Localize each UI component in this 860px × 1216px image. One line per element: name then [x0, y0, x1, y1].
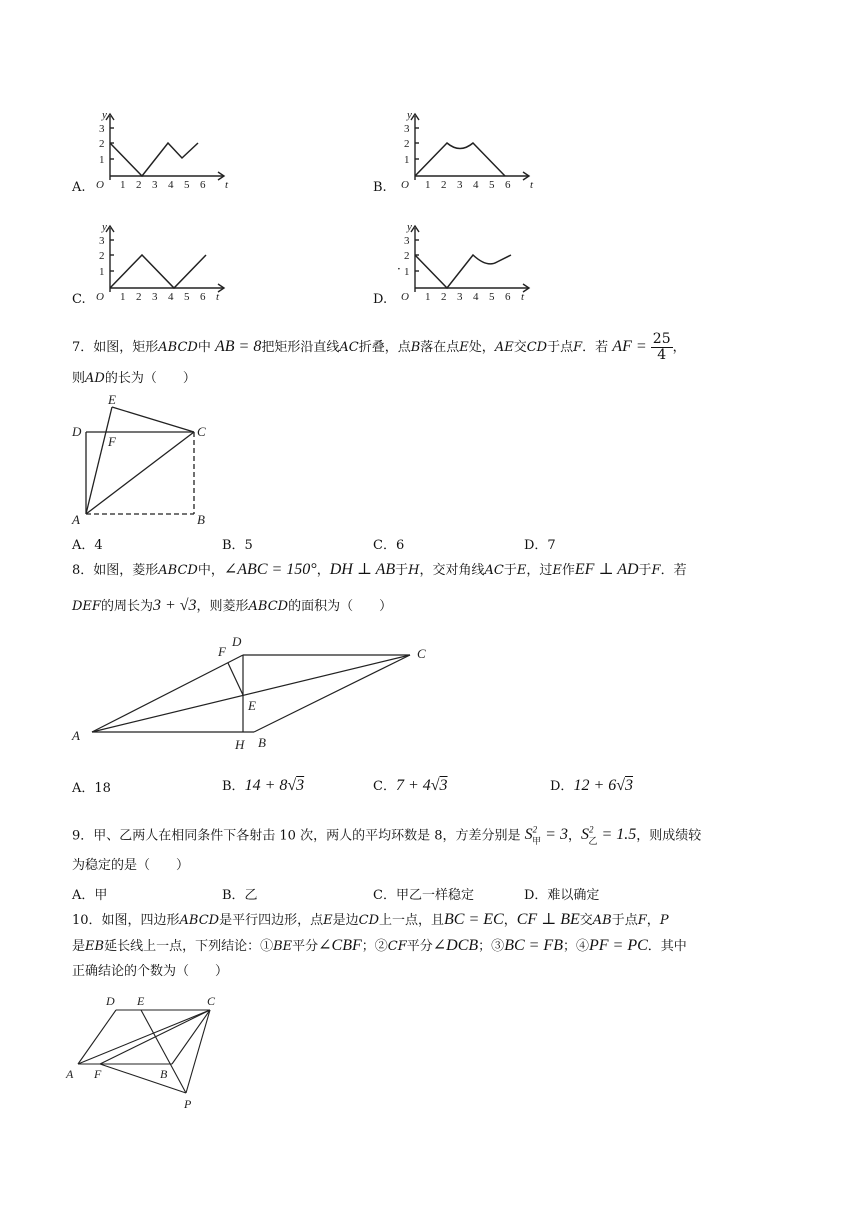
- segment-cp: [186, 1010, 210, 1093]
- q8-line1: 8．如图，菱形ABCD中，∠ABC = 150°，DH ⊥ AB于H，交对角线AC于E，过E作EF ⊥ AD于F．若: [72, 561, 687, 578]
- q10-line3: 正确结论的个数为（ ）: [72, 964, 229, 979]
- svg-text:B: B: [258, 735, 266, 750]
- side-bc: [254, 655, 410, 732]
- variance-jia: $S^2_甲 = 3$: [524, 825, 568, 846]
- svg-text:5: 5: [184, 291, 190, 303]
- ytick: 2: [99, 138, 105, 150]
- svg-text:C: C: [207, 994, 216, 1008]
- q6-graph-a: [92, 108, 232, 194]
- q6-graph-b: [397, 108, 537, 194]
- xtick: 5: [184, 179, 190, 191]
- q6-option-b-label: B.: [373, 180, 387, 195]
- svg-text:E: E: [248, 698, 256, 713]
- svg-text:E: E: [137, 994, 145, 1008]
- svg-text:O: O: [96, 291, 104, 303]
- svg-text:2: 2: [136, 291, 142, 303]
- svg-text:3: 3: [404, 123, 410, 135]
- origin-label: O: [96, 179, 104, 191]
- svg-text:2: 2: [404, 250, 410, 262]
- svg-text:A: A: [72, 728, 80, 743]
- svg-text:H: H: [235, 737, 245, 752]
- svg-text:F: F: [94, 1067, 102, 1081]
- q9-line2: 为稳定的是（ ）: [72, 858, 190, 873]
- graph-line: [415, 255, 511, 288]
- svg-text:5: 5: [489, 291, 495, 303]
- svg-text:3: 3: [99, 235, 105, 247]
- q8-option-b: B．14 + 8√3: [222, 777, 305, 794]
- svg-text:1: 1: [425, 291, 431, 303]
- svg-text:O: O: [401, 291, 409, 303]
- q7-line1: 7．如图，矩形ABCD中 AB = 8把矩形沿直线AC折叠，点B落在点E处，AE交CD于点F．若 AF = $\frac{25}{4}$ ，: [72, 331, 686, 363]
- segment-ef: [228, 663, 243, 695]
- svg-text:D: D: [106, 994, 115, 1008]
- q7-line2: 则AD的长为（ ）: [72, 371, 196, 386]
- stray-dot: ·: [397, 262, 401, 276]
- svg-text:t: t: [216, 291, 220, 303]
- line-ec: [112, 407, 194, 432]
- svg-text:1: 1: [425, 179, 431, 191]
- svg-text:B: B: [197, 512, 205, 527]
- svg-text:D: D: [72, 424, 82, 439]
- svg-text:6: 6: [505, 291, 511, 303]
- svg-text:3: 3: [457, 291, 463, 303]
- q9-option-c: C．甲乙一样稳定: [373, 888, 474, 903]
- svg-text:3: 3: [152, 291, 158, 303]
- q10-figure: [64, 990, 234, 1120]
- svg-text:5: 5: [489, 179, 495, 191]
- svg-text:6: 6: [505, 179, 511, 191]
- ytick: 3: [99, 123, 105, 135]
- svg-text:D: D: [232, 634, 242, 649]
- svg-text:F: F: [108, 434, 116, 449]
- y-label: y: [102, 109, 107, 121]
- svg-text:F: F: [218, 644, 226, 659]
- q7-figure: [68, 392, 218, 528]
- q9-line1: 9．甲、乙两人在相同条件下各射击 10 次，两人的平均环数是 8，方差分别是 $S^2_甲 = 3$，$S^2_乙 = 1.5$，则成绩较: [72, 825, 702, 846]
- svg-text:1: 1: [99, 266, 105, 278]
- xtick: 3: [152, 179, 158, 191]
- svg-text:C: C: [417, 646, 426, 661]
- graph-line: [415, 143, 505, 176]
- svg-text:2: 2: [441, 291, 447, 303]
- side-ad: [92, 655, 243, 732]
- x-label: t: [225, 179, 229, 191]
- xtick: 2: [136, 179, 142, 191]
- q6-option-a-label: A.: [72, 180, 86, 195]
- svg-text:O: O: [401, 179, 409, 191]
- svg-text:1: 1: [404, 266, 410, 278]
- svg-text:4: 4: [473, 179, 479, 191]
- svg-text:y: y: [407, 109, 412, 121]
- segment-fc: [100, 1010, 210, 1064]
- svg-text:6: 6: [200, 291, 206, 303]
- q7-option-c: C．6: [373, 538, 405, 553]
- svg-text:y: y: [102, 221, 107, 233]
- q6-option-d-label: D.: [373, 292, 388, 307]
- q7-fraction: $\frac{25}{4}$: [652, 331, 671, 363]
- svg-text:B: B: [160, 1067, 168, 1081]
- svg-text:3: 3: [404, 235, 410, 247]
- graph-line: [110, 143, 198, 176]
- svg-text:E: E: [108, 392, 116, 407]
- q8-option-c: C．7 + 4√3: [373, 777, 448, 794]
- xtick: 1: [120, 179, 126, 191]
- diagonal-ac: [78, 1010, 210, 1064]
- q10-line2: 是EB延长线上一点，下列结论：①BE平分∠CBF；②CF平分∠DCB；③BC = FB；④PF = PC．其中: [72, 937, 687, 954]
- xtick: 6: [200, 179, 206, 191]
- q6-graph-d: [397, 220, 537, 306]
- svg-text:2: 2: [99, 250, 105, 262]
- q6-option-c-label: C.: [72, 292, 86, 307]
- svg-text:t: t: [530, 179, 534, 191]
- diagonal-ac: [86, 432, 194, 514]
- svg-text:t: t: [521, 291, 525, 303]
- q8-option-d: D．12 + 6√3: [550, 777, 634, 794]
- q6-graph-c: [92, 220, 232, 306]
- q9-option-d: D．难以确定: [524, 888, 600, 903]
- q9-option-a: A．甲: [72, 888, 108, 903]
- svg-text:A: A: [72, 512, 80, 527]
- svg-text:2: 2: [441, 179, 447, 191]
- graph-line: [110, 255, 206, 288]
- q7-option-d: D．7: [524, 538, 556, 553]
- svg-text:C: C: [197, 424, 206, 439]
- ytick: 1: [99, 154, 105, 166]
- svg-text:4: 4: [168, 291, 174, 303]
- q10-line1: 10．如图，四边形ABCD是平行四边形，点E是边CD上一点，且BC = EC，CF ⊥ BE交AB于点F，P: [72, 911, 669, 928]
- q8-line2: DEF的周长为3 + √3，则菱形ABCD的面积为（ ）: [72, 597, 393, 614]
- q8-option-a: A．18: [72, 781, 111, 796]
- svg-text:P: P: [184, 1097, 192, 1111]
- svg-text:y: y: [407, 221, 412, 233]
- variance-yi: $S^2_乙 = 1.5$: [580, 825, 637, 846]
- q7-option-b: B．5: [222, 538, 253, 553]
- svg-text:3: 3: [457, 179, 463, 191]
- diagonal-ac: [92, 655, 410, 732]
- q8-figure: [68, 630, 438, 755]
- q9-option-b: B．乙: [222, 888, 258, 903]
- svg-text:1: 1: [404, 154, 410, 166]
- q7-option-a: A．4: [72, 538, 103, 553]
- svg-text:4: 4: [473, 291, 479, 303]
- xtick: 4: [168, 179, 174, 191]
- svg-text:1: 1: [120, 291, 126, 303]
- svg-text:2: 2: [404, 138, 410, 150]
- svg-text:A: A: [66, 1067, 74, 1081]
